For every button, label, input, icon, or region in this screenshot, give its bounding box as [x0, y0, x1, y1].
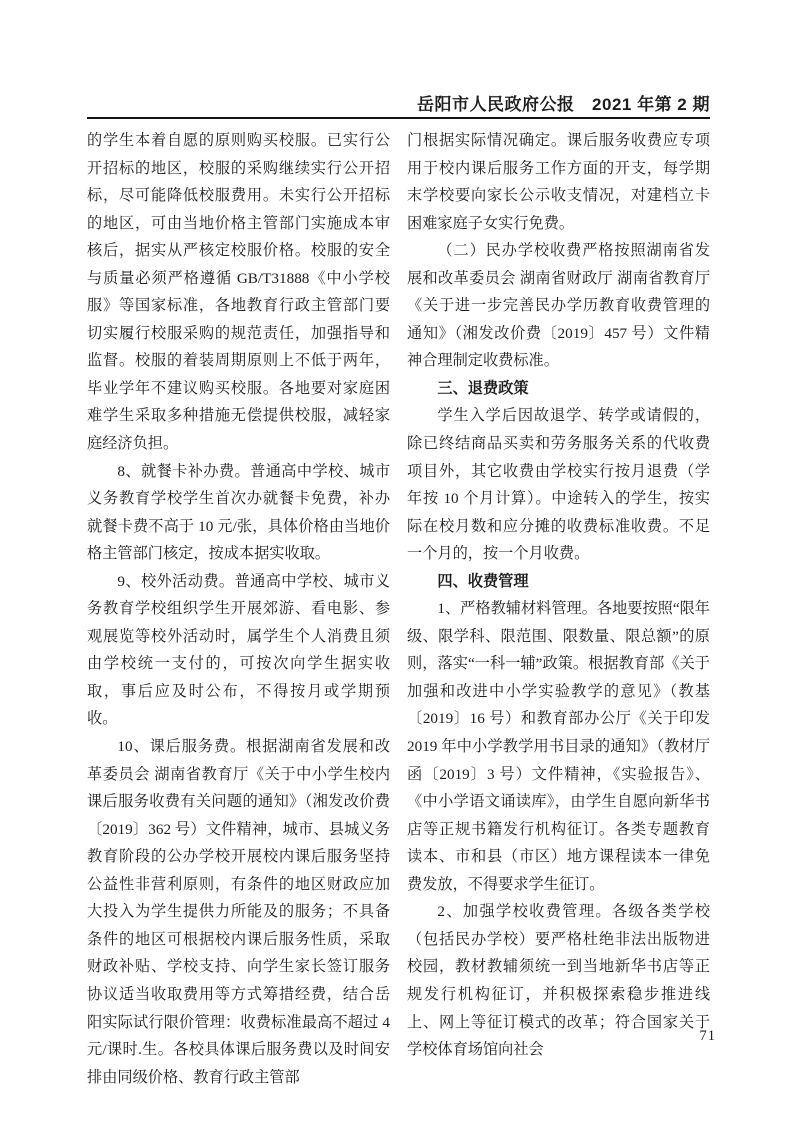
section-heading-fee-management: 四、收费管理 [437, 572, 529, 590]
body-column-left [87, 127, 390, 1091]
header-divider-rule [87, 117, 710, 119]
paragraph-continuation: 的学生本着自愿的原则购买校服。已实行公开招标的地区，校服的采购继续实行公开招标，尽可能降低校服费用。未实行公开招标的地区，可由当地价格主管部门实施成本审核后，据实从严核定校服价格。校服的安全与质量必须严格遵循 GB/T31888《中小学校服》等国家标准，各地教育行政主管部门要切实履行校服采购的规范责任，加强指导和监督。校服的着装周期原则上不低于两年，毕业学年不建议购买校服。各地要对家庭困难学生采取多种措施无偿提供校服，减轻家庭经济负担。 [87, 132, 390, 453]
section-heading-refund-policy: 三、退费政策 [437, 379, 529, 397]
paragraph-continuation: 门根据实际情况确定。课后服务收费应专项用于校内课后服务工作方面的开支，每学期末学校要向家长公示收支情况，对建档立卡困难家庭子女实行免费。 [407, 132, 710, 232]
paragraph-item-1-teaching-materials: 1、严格教辅材料管理。各地要按照“限年级、限学科、限范围、限数量、限总额”的原则，落实“一科一辅”政策。根据教育部《关于加强和改进中小学实验教学的意见》（教基〔2019〕16 号）和教育部办公厅《关于印发 2019 年中小学教学用书目录的通知》（教材厅函〔2019〕3 号）文件精神，《实验报告》、《中小学语文诵读库》，由学生自愿向新华书店等正规书籍发行机构征订。各类专题教育读本、市和县（市区）地方课程读本一律免费发放，不得要求学生征订。 [407, 600, 710, 893]
page-number: 71 [699, 1028, 716, 1044]
paragraph-item-8: 8、就餐卡补办费。普通高中学校、城市义务教育学校学生首次办就餐卡免费，补办就餐卡费不高于 10 元/张，具体价格由当地价格主管部门核定，按成本据实收取。 [87, 462, 390, 563]
paragraph-item-2-private-schools: （二）民办学校收费严格按照湖南省发展和改革委员会 湖南省财政厅 湖南省教育厅《关于进一步完善民办学历教育收费管理的通知》（湘发改价费〔2019〕457 号）文件精神合理制定收费标准。 [407, 242, 710, 370]
paragraph-item-9: 9、校外活动费。普通高中学校、城市义务教育学校组织学生开展郊游、看电影、参观展览等校外活动时，属学生个人消费且须由学校统一支付的，可按次向学生据实收取，事后应及时公布，不得按月或学期预收。 [87, 572, 390, 728]
body-column-right [407, 127, 710, 1091]
paragraph-item-10: 10、课后服务费。根据湖南省发展和改革委员会 湖南省教育厅《关于中小学生校内课后服务收费有关问题的通知》（湘发改价费〔2019〕362 号）文件精神，城市、县城义务教育阶段的公办学校开展校内课后服务坚持公益性非营利原则，有条件的地区财政应加大投入为学生提供力所能及的服务；不具备条件的地区可根据校内课后服务性质，采取财政补贴、学校支持、向学生家长签订服务协议适当收取费用等方式筹措经费，结合岳阳实际试行限价管理：收费标准最高不超过 4 元/课时.生。各校具体课后服务费以及时间安排由同级价格、教育行政主管部 [87, 738, 390, 1086]
page-header-title: 岳阳市人民政府公报 2021 年第 2 期 [417, 95, 710, 114]
paragraph-item-2-fee-management: 2、加强学校收费管理。各级各类学校（包括民办学校）要严格杜绝非法出版物进校园，教材教辅须统一到当地新华书店等正规发行机构征订，并积极探索稳步推进线上、网上等征订模式的改革；符合国家关于学校体育场馆向社会 [407, 903, 710, 1059]
page-body [87, 127, 710, 1091]
paragraph-refund-policy: 学生入学后因故退学、转学或请假的，除已终结商品买卖和劳务服务关系的代收费项目外，其它收费由学校实行按月退费（学年按 10 个月计算）。中途转入的学生，按实际在校月数和应分摊的收费标准收费。不足一个月的，按一个月收费。 [407, 407, 710, 563]
